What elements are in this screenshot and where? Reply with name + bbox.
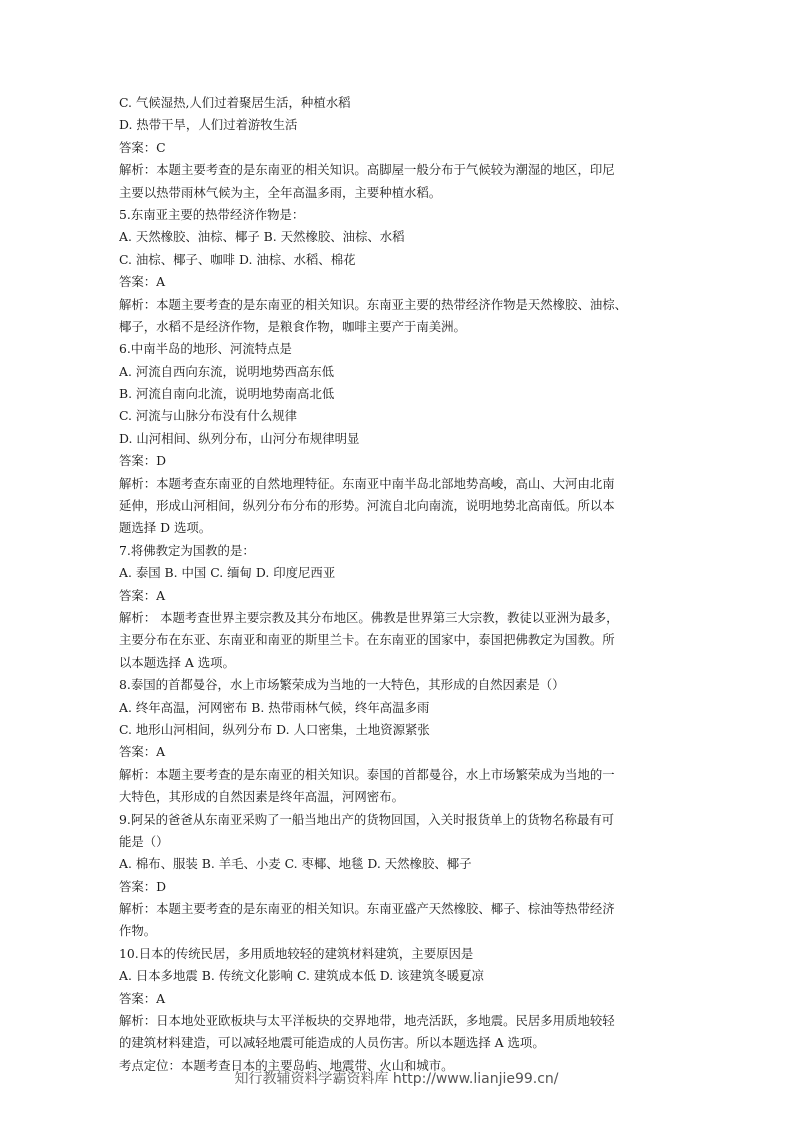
text-line: 7.将佛教定为国教的是： bbox=[119, 542, 255, 558]
text-line: C. 油棕、椰子、咖啡 D. 油棕、水稻、棉花 bbox=[119, 251, 356, 267]
text-line: B. 河流自南向北流，说明地势南高北低 bbox=[119, 386, 335, 402]
text-line: 答案：A bbox=[119, 274, 166, 290]
text-line: 解析：本题主要考查的是东南亚的相关知识。东南亚盛产天然橡胶、椰子、棕油等热带经济 bbox=[119, 901, 615, 917]
text-line: A. 终年高温，河网密布 B. 热带雨林气候，终年高温多雨 bbox=[119, 699, 430, 715]
text-line: 题选择 D 选项。 bbox=[119, 520, 212, 536]
text-line: A. 泰国 B. 中国 C. 缅甸 D. 印度尼西亚 bbox=[119, 565, 336, 581]
text-line: C. 地形山河相间，纵列分布 D. 人口密集，土地资源紧张 bbox=[119, 721, 430, 737]
text-line: C. 河流与山脉分布没有什么规律 bbox=[119, 408, 297, 424]
text-line: 作物。 bbox=[119, 923, 157, 939]
text-line: 能是（） bbox=[119, 833, 169, 849]
text-line: C. 气候湿热,人们过着聚居生活，种植水稻 bbox=[119, 95, 351, 110]
text-line: 解析：本题主要考查的是东南亚的相关知识。东南亚主要的热带经济作物是天然橡胶、油棕、 bbox=[119, 296, 628, 312]
text-line: 9.阿呆的爸爸从东南亚采购了一船当地出产的货物回国，入关时报货单上的货物名称最有可 bbox=[119, 811, 615, 827]
text-line: D. 山河相间、纵列分布，山河分布规律明显 bbox=[119, 430, 360, 446]
text-line: 答案：D bbox=[119, 453, 167, 469]
text-line: 解析：日本地处亚欧板块与太平洋板块的交界地带，地壳活跃，多地震。民居多用质地较轻 bbox=[119, 1013, 615, 1029]
text-line: 以本题选择 A 选项。 bbox=[119, 654, 235, 670]
text-line: 椰子，水稻不是经济作物，是粮食作物，咖啡主要产于南美洲。 bbox=[119, 318, 466, 334]
footer-watermark: 知行教辅资料学霸资料库 http://www.lianjie99.cn/ bbox=[234, 1071, 559, 1087]
text-line: 5.东南亚主要的热带经济作物是： bbox=[119, 206, 305, 222]
text-line: A. 河流自西向东流，说明地势西高东低 bbox=[119, 363, 335, 379]
text-line: 主要以热带雨林气候为主，全年高温多雨，主要种植水稻。 bbox=[119, 184, 442, 200]
text-line: 大特色，其形成的自然因素是终年高温，河网密布。 bbox=[119, 789, 404, 805]
text-line: 延伸，形成山河相间，纵列分布分布的形势。河流自北向南流，说明地势北高南低。所以本 bbox=[119, 498, 615, 514]
text-line: 答案：C bbox=[119, 139, 166, 155]
text-line: 10.日本的传统民居，多用质地较轻的建筑材料建筑，主要原因是 bbox=[119, 945, 474, 961]
text-line: 考点定位：本题考查日本的主要岛屿、地震带、火山和城市。 bbox=[119, 1057, 454, 1073]
text-line: 答案：A bbox=[119, 587, 166, 603]
text-line: 答案：A bbox=[119, 990, 166, 1006]
text-line: 8.泰国的首都曼谷，水上市场繁荣成为当地的一大特色，其形成的自然因素是（） bbox=[119, 677, 565, 693]
text-line: 解析：本题主要考查的是东南亚的相关知识。高脚屋一般分布于气候较为潮湿的地区，印尼 bbox=[119, 162, 615, 178]
text-line: 解析：本题主要考查的是东南亚的相关知识。泰国的首都曼谷，水上市场繁荣成为当地的一 bbox=[119, 766, 615, 782]
text-line: 解析：本题考查东南亚的自然地理特征。东南亚中南半岛北部地势高峻，高山、大河由北南 bbox=[119, 475, 615, 491]
text-line: 答案：A bbox=[119, 744, 166, 760]
text-line: D. 热带干旱，人们过着游牧生活 bbox=[119, 117, 298, 133]
text-line: A. 棉布、服装 B. 羊毛、小麦 C. 枣椰、地毯 D. 天然橡胶、椰子 bbox=[119, 856, 472, 872]
text-line: 解析： 本题考查世界主要宗教及其分布地区。佛教是世界第三大宗教，教徒以亚洲为最多， bbox=[119, 609, 619, 625]
document-body bbox=[119, 92, 679, 1077]
text-line: 主要分布在东亚、东南亚和南亚的斯里兰卡。在东南亚的国家中，泰国把佛教定为国教。所 bbox=[119, 632, 615, 648]
text-line: 答案：D bbox=[119, 878, 167, 894]
text-line: 的建筑材料建造，可以减轻地震可能造成的人员伤害。所以本题选择 A 选项。 bbox=[119, 1035, 545, 1051]
text-line: A. 日本多地震 B. 传统文化影响 C. 建筑成本低 D. 该建筑冬暖夏凉 bbox=[119, 968, 484, 984]
text-line: 6.中南半岛的地形、河流特点是 bbox=[119, 341, 292, 357]
text-line: A. 天然橡胶、油棕、椰子 B. 天然橡胶、油棕、水稻 bbox=[119, 229, 405, 245]
